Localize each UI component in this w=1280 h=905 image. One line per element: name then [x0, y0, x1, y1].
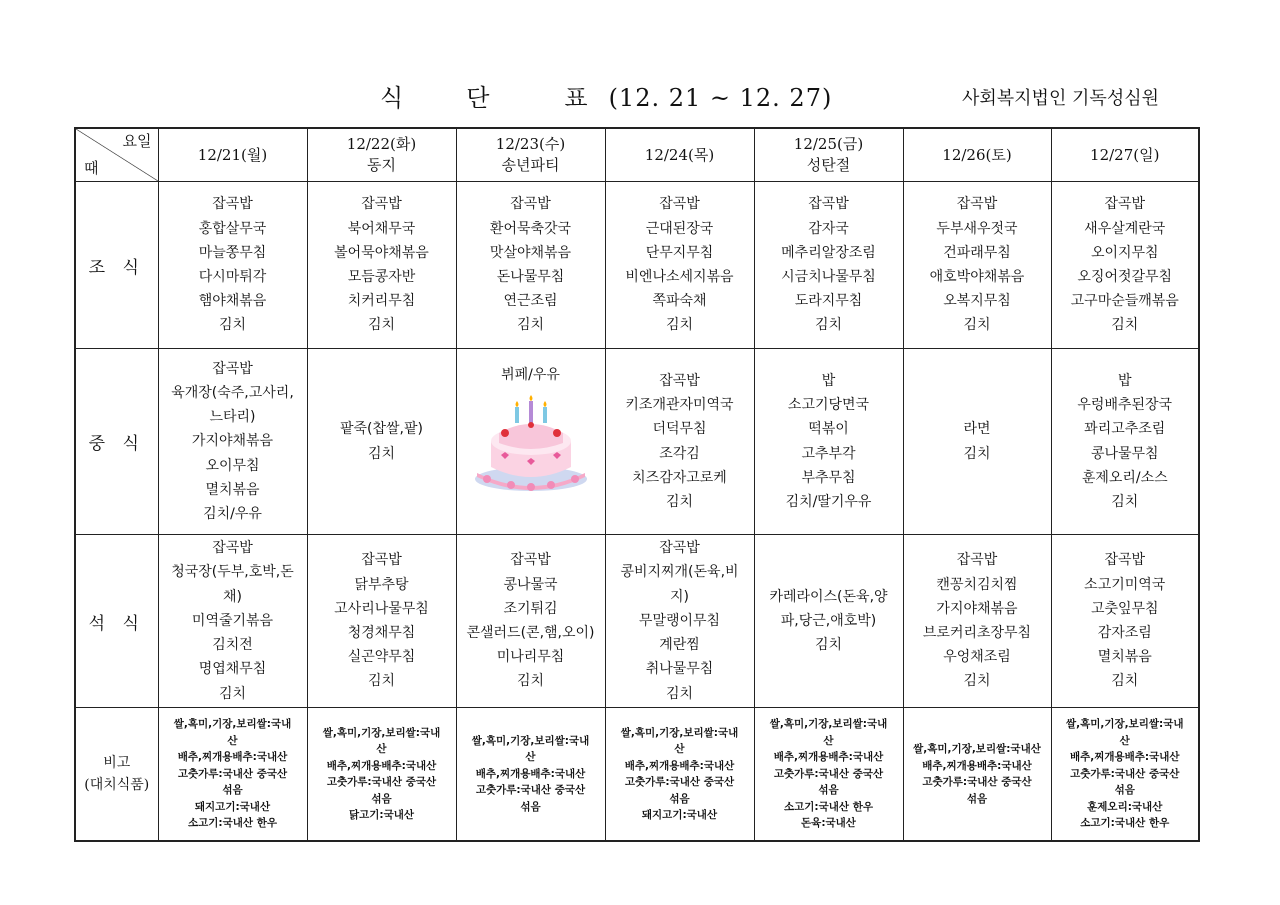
menu-item: 잡곡밥 — [510, 552, 551, 569]
notes-cell — [1051, 708, 1199, 842]
note-line: 돼지고기:국내산 — [194, 800, 271, 813]
dinner-row — [75, 535, 1199, 708]
breakfast-cell — [903, 182, 1051, 349]
menu-item: 잡곡밥 — [1104, 552, 1146, 569]
lunch-cell — [158, 349, 307, 535]
menu-item: 치커리무침 — [347, 293, 416, 310]
menu-item: 가지야채볶음 — [191, 433, 274, 450]
dinner-cell — [754, 535, 903, 708]
header-row — [75, 128, 1199, 182]
menu-item: 근대된장국 — [645, 220, 714, 237]
corner-cell — [75, 128, 158, 182]
menu-item: 캔꽁치김치찜 — [936, 576, 1018, 593]
dinner-cell — [1051, 535, 1199, 708]
note-line: 고춧가루:국내산 중국산 — [1070, 767, 1180, 780]
note-line: 돼지고기:국내산 — [641, 809, 718, 821]
menu-item: 잡곡밥 — [212, 360, 253, 377]
note-line: 배추,찌개용배추:국내산 — [624, 759, 735, 772]
menu-item: 볼어묵야채볶음 — [334, 244, 429, 261]
breakfast-cell — [1051, 182, 1199, 349]
menu-item: 감자조림 — [1097, 625, 1152, 641]
title-date-range: (12. 21 ~ 12. 27) — [608, 84, 833, 112]
dinner-cell — [605, 535, 754, 708]
menu-item: 김치 — [665, 493, 694, 510]
breakfast-cell — [754, 182, 903, 349]
menu-item: 꽈리고추조림 — [1084, 421, 1166, 438]
lunch-row — [75, 349, 1199, 535]
menu-item: 조각김 — [659, 445, 700, 462]
menu-item: 김치 — [1111, 673, 1139, 690]
menu-item: 김치 — [516, 673, 545, 690]
menu-item: 새우살계란국 — [1084, 220, 1166, 237]
menu-item: 감자국 — [808, 220, 849, 237]
menu-item: 김치 — [1111, 493, 1139, 510]
menu-item: 김치 — [814, 317, 843, 334]
menu-item: 멸치볶음 — [1097, 649, 1152, 666]
day-header — [754, 128, 903, 182]
note-line: 고춧가루:국내산 중국산 — [922, 776, 1032, 788]
note-line: 쌀,흑미,기장,보리쌀:국내산 — [913, 743, 1041, 755]
note-line: 고춧가루:국내산 중국산 — [624, 776, 735, 788]
menu-item: 라면 — [963, 421, 991, 438]
note-line: 산 — [823, 734, 834, 747]
notes-cell — [158, 708, 307, 842]
menu-item: 잡곡밥 — [1104, 196, 1146, 213]
notes-cell — [307, 708, 456, 842]
notes-cell — [754, 708, 903, 842]
notes-label-line: (대치식품) — [84, 777, 150, 793]
menu-item: 고추부각 — [801, 445, 856, 462]
menu-item: 잡곡밥 — [808, 196, 849, 213]
menu-item: 김치 — [516, 317, 545, 334]
note-line: 산 — [1119, 734, 1130, 747]
dinner-cell — [158, 535, 307, 708]
lunch-cell — [1051, 349, 1199, 535]
row-label-dinner: 석 식 — [75, 535, 158, 708]
note-line: 돈육:국내산 — [801, 817, 856, 830]
menu-item: 팥죽(찹쌀,팥) — [340, 421, 423, 438]
note-line: 쌀,흑미,기장,보리쌀:국내 — [620, 726, 739, 739]
corner-day-label: 요일 — [122, 132, 152, 150]
menu-item: 오이지무침 — [1090, 244, 1159, 261]
menu-item: 김치 — [218, 317, 247, 334]
note-line: 섞음 — [966, 792, 988, 805]
menu-item: 잡곡밥 — [659, 372, 700, 389]
menu-item: 김치 — [665, 685, 694, 702]
note-line: 산 — [227, 734, 238, 747]
menu-item: 고사리나물무침 — [334, 600, 429, 617]
menu-item: 잡곡밥 — [361, 196, 402, 213]
day-date: 12/26(토) — [942, 145, 1012, 164]
day-date: 12/27(일) — [1090, 145, 1160, 164]
note-line: 소고기:국내산 한우 — [1080, 817, 1170, 830]
organization-name: 사회복지법인 기독성심원 — [962, 88, 1159, 109]
menu-item: 김치 — [963, 317, 991, 334]
note-line: 섞음 — [818, 784, 839, 797]
menu-item: 잡곡밥 — [212, 540, 253, 557]
lunch-cell — [307, 349, 456, 535]
note-line: 섞음 — [669, 792, 690, 805]
note-line: 배추,찌개용배추:국내산 — [922, 759, 1032, 772]
menu-item: 조기튀김 — [503, 600, 558, 617]
note-line: 고춧가루:국내산 중국산 — [326, 776, 437, 788]
note-line: 섞음 — [371, 792, 392, 805]
menu-item: 카레라이스(돈육,양 — [769, 588, 888, 605]
menu-item: 김치 — [963, 673, 991, 690]
day-event: 동지 — [367, 156, 396, 174]
breakfast-cell — [307, 182, 456, 349]
note-line: 산 — [674, 743, 685, 755]
breakfast-cell — [158, 182, 307, 349]
note-line: 쌀,흑미,기장,보리쌀:국내 — [471, 734, 590, 747]
menu-item: 단무지무침 — [645, 244, 714, 261]
menu-item: 콩나물무침 — [1090, 445, 1159, 462]
menu-item: 미나리무침 — [496, 649, 565, 666]
menu-item: 가지야채볶음 — [936, 600, 1018, 617]
menu-item: 오복지무침 — [943, 293, 1011, 310]
menu-item: 잡곡밥 — [510, 196, 551, 213]
notes-row — [75, 708, 1199, 842]
menu-item: 잡곡밥 — [361, 552, 402, 569]
menu-item: 김치 — [367, 673, 396, 690]
menu-item: 김치/우유 — [203, 506, 262, 522]
day-date: 12/23(수) — [495, 135, 566, 153]
menu-item: 쪽파숙채 — [652, 293, 707, 310]
menu-item: 우렁배추된장국 — [1077, 397, 1173, 414]
lunch-cell — [605, 349, 754, 535]
note-line: 배추,찌개용배추:국내산 — [326, 759, 437, 772]
menu-item: 떡볶이 — [808, 421, 849, 438]
menu-item: 햄야채볶음 — [198, 293, 267, 310]
title-char-3: 표 — [564, 84, 589, 112]
menu-item: 육개장(숙주,고사리, — [171, 384, 294, 401]
menu-item: 청경채무침 — [347, 625, 416, 641]
notes-cell — [456, 708, 605, 842]
note-line: 쌀,흑미,기장,보리쌀:국내 — [173, 718, 292, 731]
note-line: 훈제오리:국내산 — [1087, 800, 1163, 813]
menu-item: 북어채무국 — [347, 220, 416, 237]
menu-item: 메추리알장조림 — [781, 244, 876, 261]
breakfast-cell — [456, 182, 605, 349]
note-line: 섞음 — [520, 800, 541, 813]
menu-item: 더덕무침 — [652, 421, 707, 438]
menu-item: 느타리) — [209, 409, 256, 426]
lunch-cell — [754, 349, 903, 535]
day-date: 12/21(월) — [197, 145, 268, 164]
day-date: 12/24(목) — [644, 145, 715, 164]
note-line: 배추,찌개용배추:국내산 — [1069, 751, 1180, 764]
menu-item: 잡곡밥 — [956, 196, 998, 213]
menu-item: 김치 — [367, 445, 396, 462]
row-label-breakfast: 조 식 — [75, 182, 158, 349]
lunch-cell — [456, 349, 605, 535]
menu-item: 고춧잎무침 — [1090, 600, 1159, 617]
menu-item: 소고기당면국 — [787, 397, 870, 414]
day-event: 성탄절 — [806, 156, 851, 174]
menu-item: 시금치나물무침 — [781, 269, 876, 285]
menu-item: 부추무침 — [801, 469, 856, 486]
menu-item: 잡곡밥 — [659, 540, 700, 557]
note-line: 소고기:국내산 한우 — [188, 817, 277, 830]
note-line: 소고기:국내산 한우 — [784, 800, 873, 813]
note-line: 배추,찌개용배추:국내산 — [177, 751, 288, 764]
note-line: 산 — [525, 751, 536, 764]
row-label-notes — [75, 708, 158, 842]
day-header — [605, 128, 754, 182]
menu-item: 오징어젓갈무침 — [1077, 269, 1173, 285]
notes-cell — [605, 708, 754, 842]
note-line: 산 — [376, 743, 387, 755]
row-label-lunch: 중 식 — [75, 349, 158, 535]
menu-item: 콩비지찌개(돈육,비 — [620, 564, 739, 581]
day-header — [158, 128, 307, 182]
corner-time-label: 때 — [84, 159, 99, 177]
menu-item: 닭부추탕 — [354, 576, 409, 593]
menu-item: 우엉채조림 — [943, 649, 1011, 666]
menu-item: 김치 — [814, 637, 843, 654]
menu-item: 김치 — [218, 685, 247, 702]
menu-item: 모듬콩자반 — [347, 269, 416, 285]
menu-item: 치즈감자고로케 — [632, 469, 727, 486]
note-line: 닭고기:국내산 — [348, 809, 415, 821]
menu-item: 브로커리초장무침 — [922, 625, 1032, 641]
day-header — [307, 128, 456, 182]
menu-item: 비엔나소세지볶음 — [625, 269, 734, 285]
birthday-cake-icon — [457, 395, 605, 495]
day-header — [903, 128, 1051, 182]
menu-item: 김치 — [367, 317, 396, 334]
day-date: 12/25(금) — [793, 135, 864, 153]
menu-item: 김치 — [1111, 317, 1139, 334]
menu-item: 잡곡밥 — [659, 196, 700, 213]
menu-item: 계란찜 — [659, 637, 700, 654]
menu-item: 환어묵축갓국 — [489, 220, 572, 237]
note-line: 쌀,흑미,기장,보리쌀:국내 — [1065, 718, 1184, 731]
menu-item: 미역줄기볶음 — [191, 612, 274, 629]
note-line: 고춧가루:국내산 중국산 — [773, 767, 884, 780]
note-line: 배추,찌개용배추:국내산 — [475, 767, 586, 780]
menu-item: 훈제오리/소스 — [1081, 469, 1168, 486]
menu-item: 지) — [670, 588, 689, 605]
menu-item: 애호박야채볶음 — [929, 269, 1025, 285]
day-header — [456, 128, 605, 182]
breakfast-cell — [605, 182, 754, 349]
menu-item: 콩나물국 — [503, 576, 558, 593]
menu-item: 잡곡밥 — [212, 196, 253, 213]
day-date: 12/22(화) — [346, 135, 417, 153]
menu-item: 무말랭이무침 — [638, 612, 721, 629]
menu-item: 연근조림 — [503, 293, 558, 310]
menu-item: 건파래무침 — [943, 244, 1011, 261]
menu-item: 돈나물무침 — [496, 269, 565, 285]
title-char-1: 식 — [380, 84, 405, 112]
page-title — [380, 78, 832, 113]
notes-label-line: 비고 — [103, 755, 131, 771]
menu-item: 청국장(두부,호박,돈 — [171, 564, 294, 581]
menu-item: 오이무침 — [205, 457, 260, 474]
breakfast-row — [75, 182, 1199, 349]
lunch-cell — [903, 349, 1051, 535]
menu-item: 다시마튀각 — [198, 269, 267, 285]
note-line: 섞음 — [222, 784, 243, 797]
notes-cell — [903, 708, 1051, 842]
title-char-2: 단 — [466, 84, 491, 112]
note-line: 고춧가루:국내산 중국산 — [475, 784, 586, 797]
menu-item: 잡곡밥 — [956, 552, 998, 569]
menu-item: 마늘쫑무침 — [198, 244, 267, 261]
dinner-cell — [456, 535, 605, 708]
menu-item: 맛살야채볶음 — [489, 244, 572, 261]
menu-item: 소고기미역국 — [1084, 576, 1166, 593]
menu-item: 고구마순들깨볶음 — [1070, 293, 1179, 310]
menu-item: 파,당근,애호박) — [780, 612, 877, 629]
menu-item: 밥 — [821, 372, 836, 389]
menu-item: 채) — [223, 588, 242, 605]
menu-item: 실곤약무침 — [347, 649, 416, 666]
menu-item: 도라지무침 — [794, 293, 863, 310]
menu-item: 김치/딸기우유 — [785, 493, 872, 510]
day-header — [1051, 128, 1199, 182]
menu-item: 김치전 — [212, 637, 253, 654]
day-event: 송년파티 — [501, 156, 560, 174]
menu-item: 취나물무침 — [645, 661, 714, 678]
menu-item: 멸치볶음 — [205, 481, 260, 498]
menu-item: 명엽채무침 — [198, 661, 267, 678]
note-line: 배추,찌개용배추:국내산 — [773, 751, 884, 764]
note-line: 섞음 — [1114, 784, 1135, 797]
note-line: 고춧가루:국내산 중국산 — [177, 767, 288, 780]
menu-item: 두부새우젓국 — [936, 220, 1018, 237]
menu-item: 김치 — [963, 445, 991, 462]
note-line: 쌀,흑미,기장,보리쌀:국내 — [322, 726, 441, 739]
menu-item: 뷔페/우유 — [501, 367, 560, 383]
menu-item: 밥 — [1117, 372, 1132, 389]
dinner-cell — [307, 535, 456, 708]
meal-table — [74, 127, 1200, 842]
note-line: 쌀,흑미,기장,보리쌀:국내 — [769, 718, 888, 731]
dinner-cell — [903, 535, 1051, 708]
menu-item: 콘샐러드(콘,햄,오이) — [466, 625, 595, 641]
menu-item: 김치 — [665, 317, 694, 334]
menu-item: 홍합살무국 — [198, 220, 267, 237]
menu-item: 키조개관자미역국 — [625, 397, 734, 414]
